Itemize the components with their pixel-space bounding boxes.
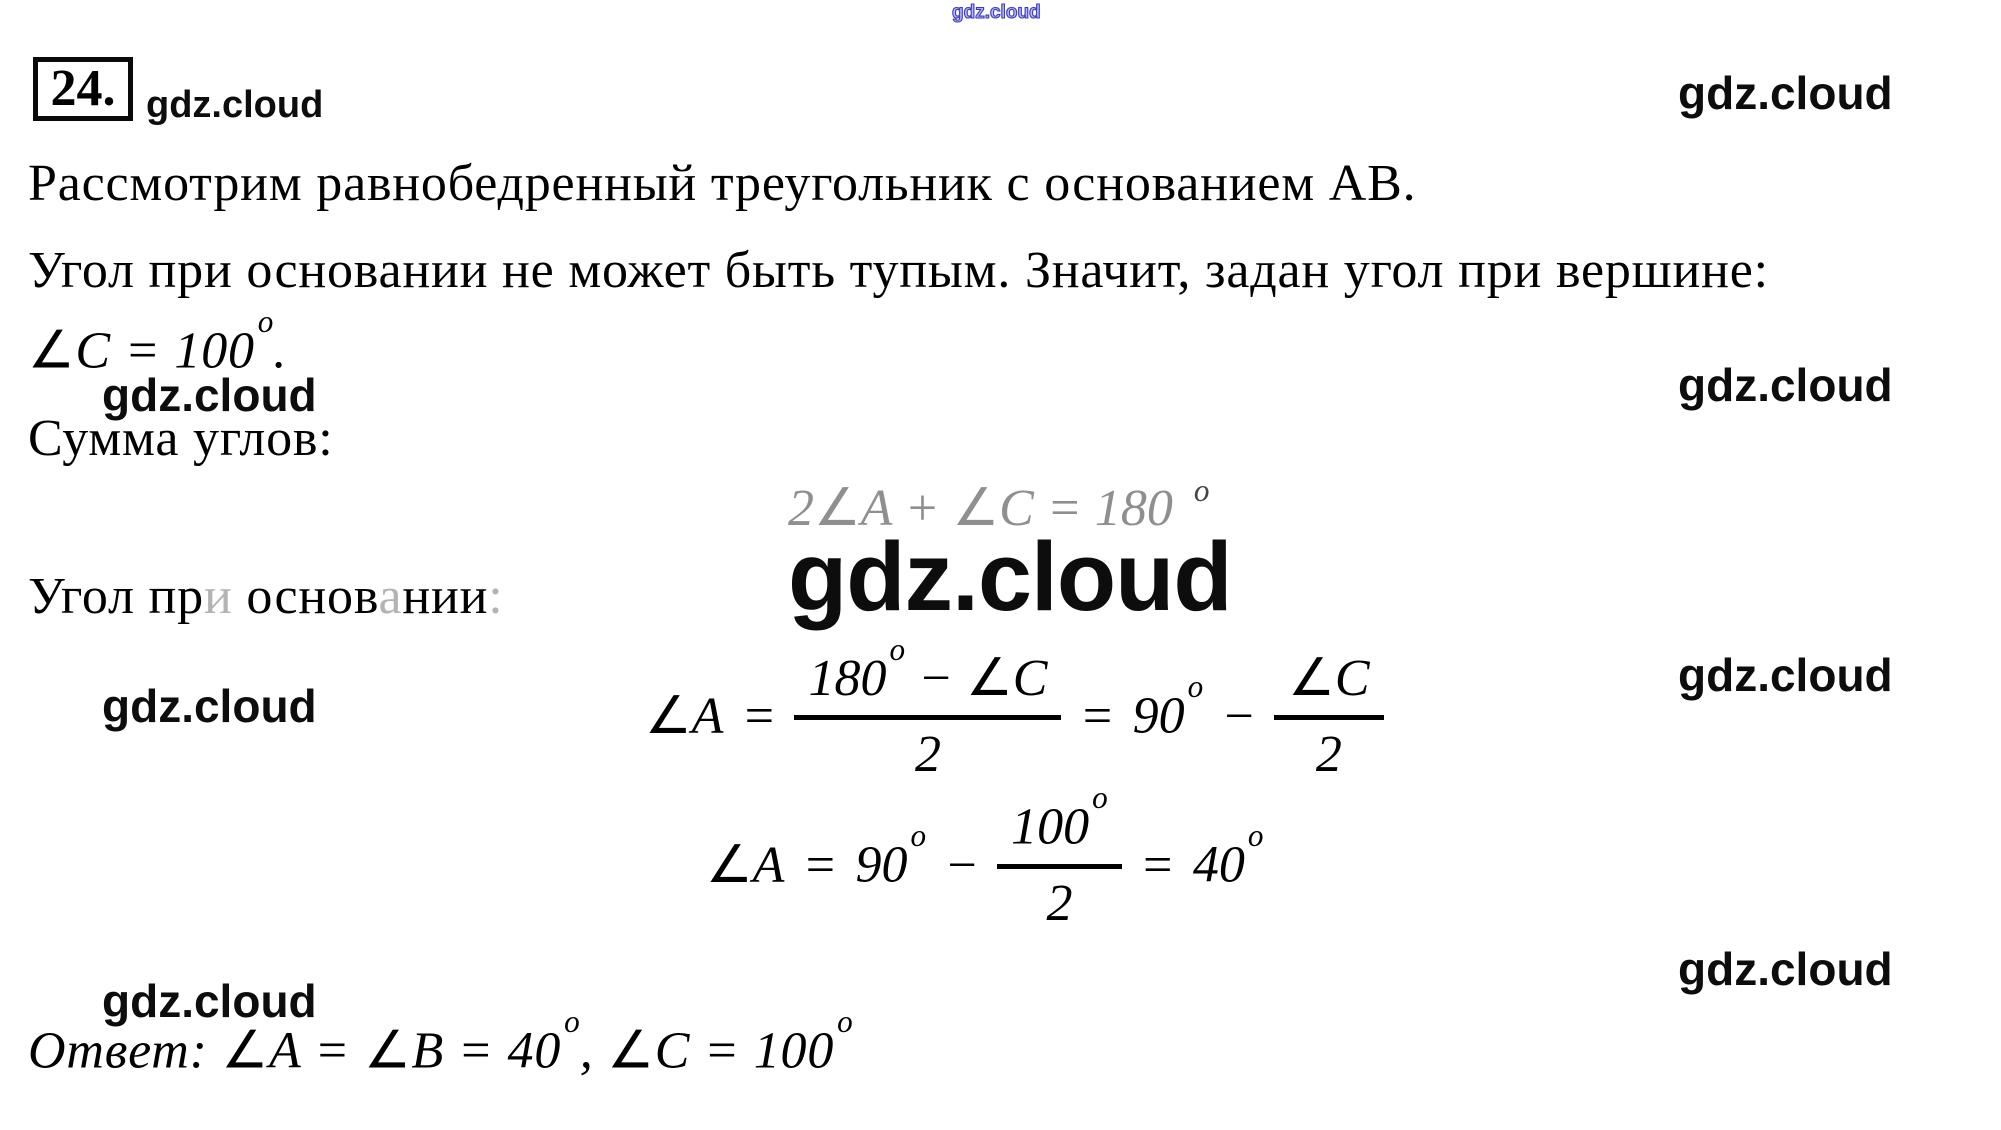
intro-line-2: Угол при основании не может быть тупым. Значит, задан угол при вершине: [28,242,1769,299]
fraction [794,631,1061,784]
sum-label: Сумма углов: [28,410,334,467]
degree-sign: o [837,1003,853,1039]
lhs: ∠A [706,837,785,894]
numerator-rest: − ∠C [905,650,1048,707]
base-angle-numeric-formula [706,780,1264,940]
degree-sign: o [1247,818,1264,854]
text-run: и [203,568,233,625]
text-run: основ [232,568,379,625]
fraction [997,780,1122,932]
watermark-left-1: gdz.cloud [102,369,317,421]
given-tail: . [273,322,288,380]
degree-sign: o [1092,780,1108,816]
watermark-right-1: gdz.cloud [1678,67,1893,119]
numerator-value: 100 [1011,798,1090,856]
text-run: Угол пр [28,568,204,625]
watermark-header: gdz.cloud [146,84,324,126]
text-run: а [378,568,403,625]
equals-sign: = [741,687,777,745]
intro-line-1: Рассмотрим равнобедренный треугольник с основанием AB. [28,155,1417,212]
watermark-right-3: gdz.cloud [1678,649,1893,701]
watermark-left-3: gdz.cloud [102,975,317,1027]
fraction-denominator: 2 [914,726,941,783]
text-run: : [488,568,504,625]
watermark-right-2: gdz.cloud [1678,359,1893,411]
lhs: ∠A [645,688,724,745]
given-body: ∠C = 100 [28,322,255,380]
task-number-box [33,57,133,121]
equals-sign: = [1079,687,1115,745]
answer-part2: , ∠C = 100 [579,1022,835,1080]
equals-sign: = [802,836,838,894]
watermark-left-2: gdz.cloud [102,680,317,732]
degree-sign: o [1187,669,1204,705]
fraction [1274,648,1383,784]
minus-sign: − [1221,687,1257,745]
answer-part1: ∠A = ∠B = 40 [207,1022,562,1080]
base-angle-general-formula [645,631,1384,791]
degree-sign: o [1193,472,1210,508]
degree-sign: o [564,1003,580,1039]
term: 90$^o$ [1132,669,1204,745]
answer-label: Ответ: [28,1022,208,1080]
watermark-center: gdz.cloud [788,522,1232,631]
fraction-numerator [794,631,1061,715]
degree-sign: o [910,818,927,854]
equals-sign: = [1139,836,1175,894]
task-number: 24. [50,60,116,117]
base-angle-label [28,568,504,626]
text-run: нии [402,568,489,625]
fraction-numerator: ∠C [1288,650,1370,707]
fraction-denominator: 2 [1046,874,1073,932]
watermark-top-icon: gdz.cloud [952,2,1041,23]
minus-sign: − [944,836,980,894]
degree-sign: o [889,631,906,667]
answer-line [28,1003,853,1081]
fraction-denominator: 2 [1315,726,1342,783]
sum-body: 2∠A + ∠C = 180 [788,480,1173,537]
term: 90$^o$ [855,818,927,894]
degree-sign: o [257,303,274,339]
numerator-value: 180 [808,650,887,707]
watermark-right-4: gdz.cloud [1678,943,1893,995]
result: 40$^o$ [1192,818,1264,894]
fraction-numerator [997,780,1122,863]
